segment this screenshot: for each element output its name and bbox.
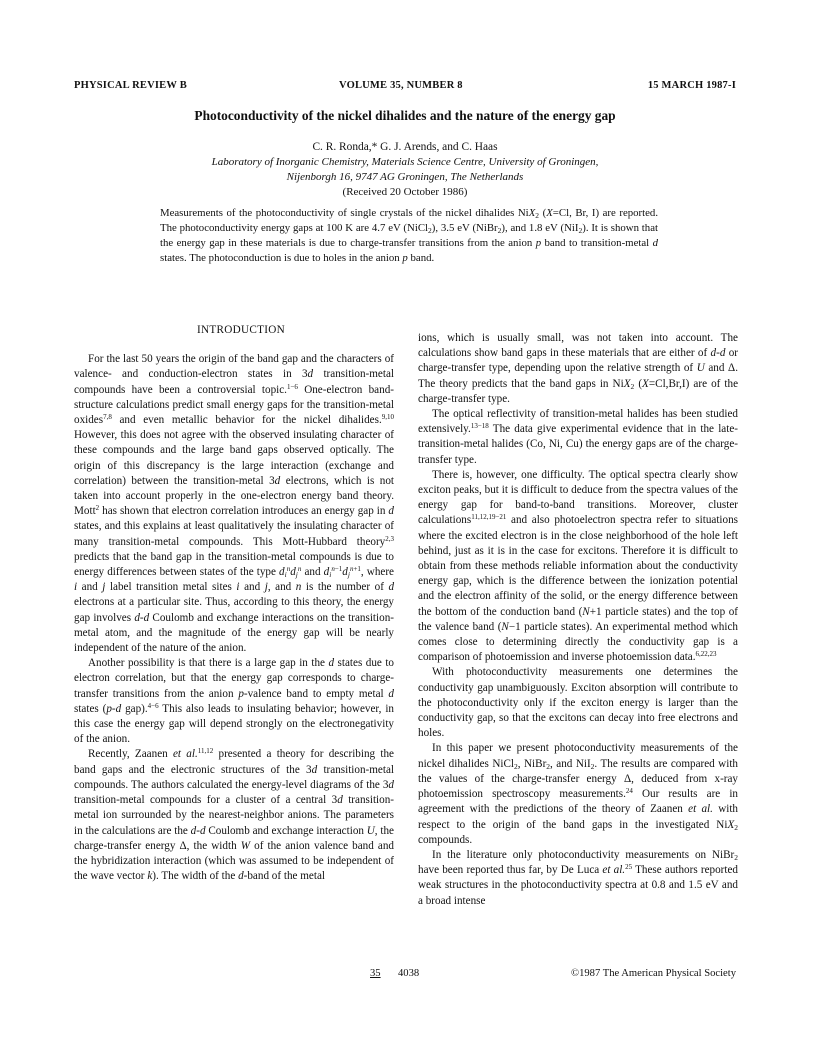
affiliation-line-2: Nijenborgh 16, 9747 AG Groningen, The Netherlands: [286, 171, 524, 183]
issue-date: 15 MARCH 1987-I: [647, 80, 736, 91]
journal-name: PHYSICAL REVIEW B: [74, 80, 187, 91]
paragraph: In this paper we present photoconductivity measurements of the nickel dihalides NiCl$_2$, NiBr$_2$, and NiI$_2$. The results are compared with the values of the charge-transfer energy Δ, deduced from x-ray photoemission spectroscopy measurements.$^{24}$ Our results are in agreement with the predictions of the theory of Zaanen et al. with respect to the origin of the band gaps in the investigated NiX$_2$ compounds.: [418, 742, 738, 846]
paragraph: For the last 50 years the origin of the band gap and the characters of valence- and conduction-electron states in 3d transition-metal compounds have been a controversial topic.$^{1-6}$ One-electron band-structure calculations predict small energy gaps for the transition-metal oxides$^{7,8}$ and even metallic behavior for the nickel dihalides.$^{9,10}$ However, this does not agree with the observed insulating character of these compounds and the large band gaps observed optically. The origin of this discrepancy is the large interaction (exchange and correlation) between the transition-metal 3d electrons, which is not taken into account properly in the one-electron energy band theory. Mott$^2$ has shown that electron correlation introduces an energy gap in d states, and this explains at least qualitatively the insulating character of many transition-metal compounds. This Mott-Hubbard theory$^{2,3}$ predicts that the band gap in the transition-metal compounds is due to energy differences between states of the type $d_i^nd_j^n$ and $d_i^{n-1}d_j^{n+1}$, where i and j label transition metal sites i and j, and n is the number of d electrons at a particular site. Thus, according to this theory, the energy gap involves d-d Coulomb and exchange interactions on the transition-metal atom, and the magnitude of the energy gap will be nearly independent of the nature of the anion.: [74, 353, 395, 655]
volume-issue: VOLUME 35, NUMBER 8: [339, 80, 463, 91]
article-title: Photoconductivity of the nickel dihalides and the nature of the energy gap: [194, 108, 616, 123]
abstract: Measurements of the photoconductivity of single crystals of the nickel dihalides NiX$_2$ (X=Cl, Br, I) are reported. The photoconductivity energy gaps at 100 K are 4.7 eV (NiCl$_2$), 3.5 eV (NiBr$_2$), and 1.8 eV (NiI$_2$). It is shown that the energy gap in these materials is due to charge-transfer transitions from the anion p band to transition-metal d states. The photoconduction is due to holes in the anion p band.: [160, 207, 659, 264]
section-heading: INTRODUCTION: [196, 324, 286, 336]
affiliation-line-1: Laboratory of Inorganic Chemistry, Materials Science Centre, University of Groningen,: [211, 156, 599, 168]
paragraph: The optical reflectivity of transition-metal halides has been studied extensively.$^{13-18}$ The data give experimental evidence that in the late-transition-metal halides (Co, Ni, Cu) the energy gaps are of the charge-transfer type.: [418, 408, 738, 466]
running-header: [74, 80, 736, 94]
paragraph: Another possibility is that there is a large gap in the d states due to electron correlation, but that the energy gap corresponds to charge-transfer transitions from the anion p-valence band to empty metal d states (p-d gap).$^{4-6}$ This also leads to insulating behavior; however, in this case the energy gap will depend strongly on the electronegativity of the anion.: [74, 657, 395, 746]
page-footer: [74, 968, 736, 982]
right-column: [418, 331, 738, 909]
copyright-notice: ©1987 The American Physical Society: [571, 968, 736, 979]
page-number: 4038: [398, 968, 420, 979]
footer-volume: 35: [370, 968, 381, 979]
paragraph: In the literature only photoconductivity measurements on NiBr$_2$ have been reported thus far, by De Luca et al.$^{25}$ These authors reported weak structures in the photoconductivity spectra at 0.8 and 1.5 eV and a broad intense: [418, 848, 738, 907]
paragraph: Recently, Zaanen et al.$^{11,12}$ presented a theory for describing the band gaps and the electronic structures of the 3d transition-metal compounds. The authors calculated the energy-level diagrams of the 3d transition-metal compounds for a cluster of a central 3d transition-metal ion surrounded by the nearest-neighbor anions. The parameters in the calculations are the d-d Coulomb and exchange interaction U, the charge-transfer energy Δ, the width W of the anion valence band and the hybridization interaction (which was assumed to be independent of the wave vector k). The width of the d-band of the metal: [74, 747, 395, 883]
paragraph: There is, however, one difficulty. The optical spectra clearly show exciton peaks, but it is difficult to deduce from the spectra values of the energy gap for band-to-band transitions. Moreover, cluster calculations$^{11,12,19-21}$ and also photoelectron spectra refer to situations where the excited electron is in the close neighborhood of the hole left behind, just as it is in the case for excitons. Therefore it is difficult to obtain from these methods reliable information about the conductivity energy gap, which is the difference between the ionization potential and the electron affinity of the solid, or the energy difference between the bottom of the conduction band (N+1 particle states) and the top of the valence band (N−1 particle states). An experimental method which comes close to determining directly the conductivity gap is a comparison of photoemission and inverse photoemission data.$^{6,22,23}$: [418, 468, 738, 664]
paragraph: ions, which is usually small, was not taken into account. The calculations show band gaps in these materials that are either of d-d or charge-transfer type, depending upon the relative strength of U and Δ. The theory predicts that the band gaps in NiX$_2$ (X=Cl,Br,I) are of the charge-transfer type.: [418, 332, 739, 405]
received-date: (Received 20 October 1986): [342, 186, 468, 198]
left-column: [74, 323, 394, 884]
author-list: C. R. Ronda,* G. J. Arends, and C. Haas: [312, 141, 498, 153]
paragraph: With photoconductivity measurements one determines the conductivity gap unambiguously. Exciton absorption will contribute to the photoconductivity only if the exciton energy is larger than the conductivity gap, so that the excitons can decay into free electrons and holes.: [418, 666, 738, 740]
